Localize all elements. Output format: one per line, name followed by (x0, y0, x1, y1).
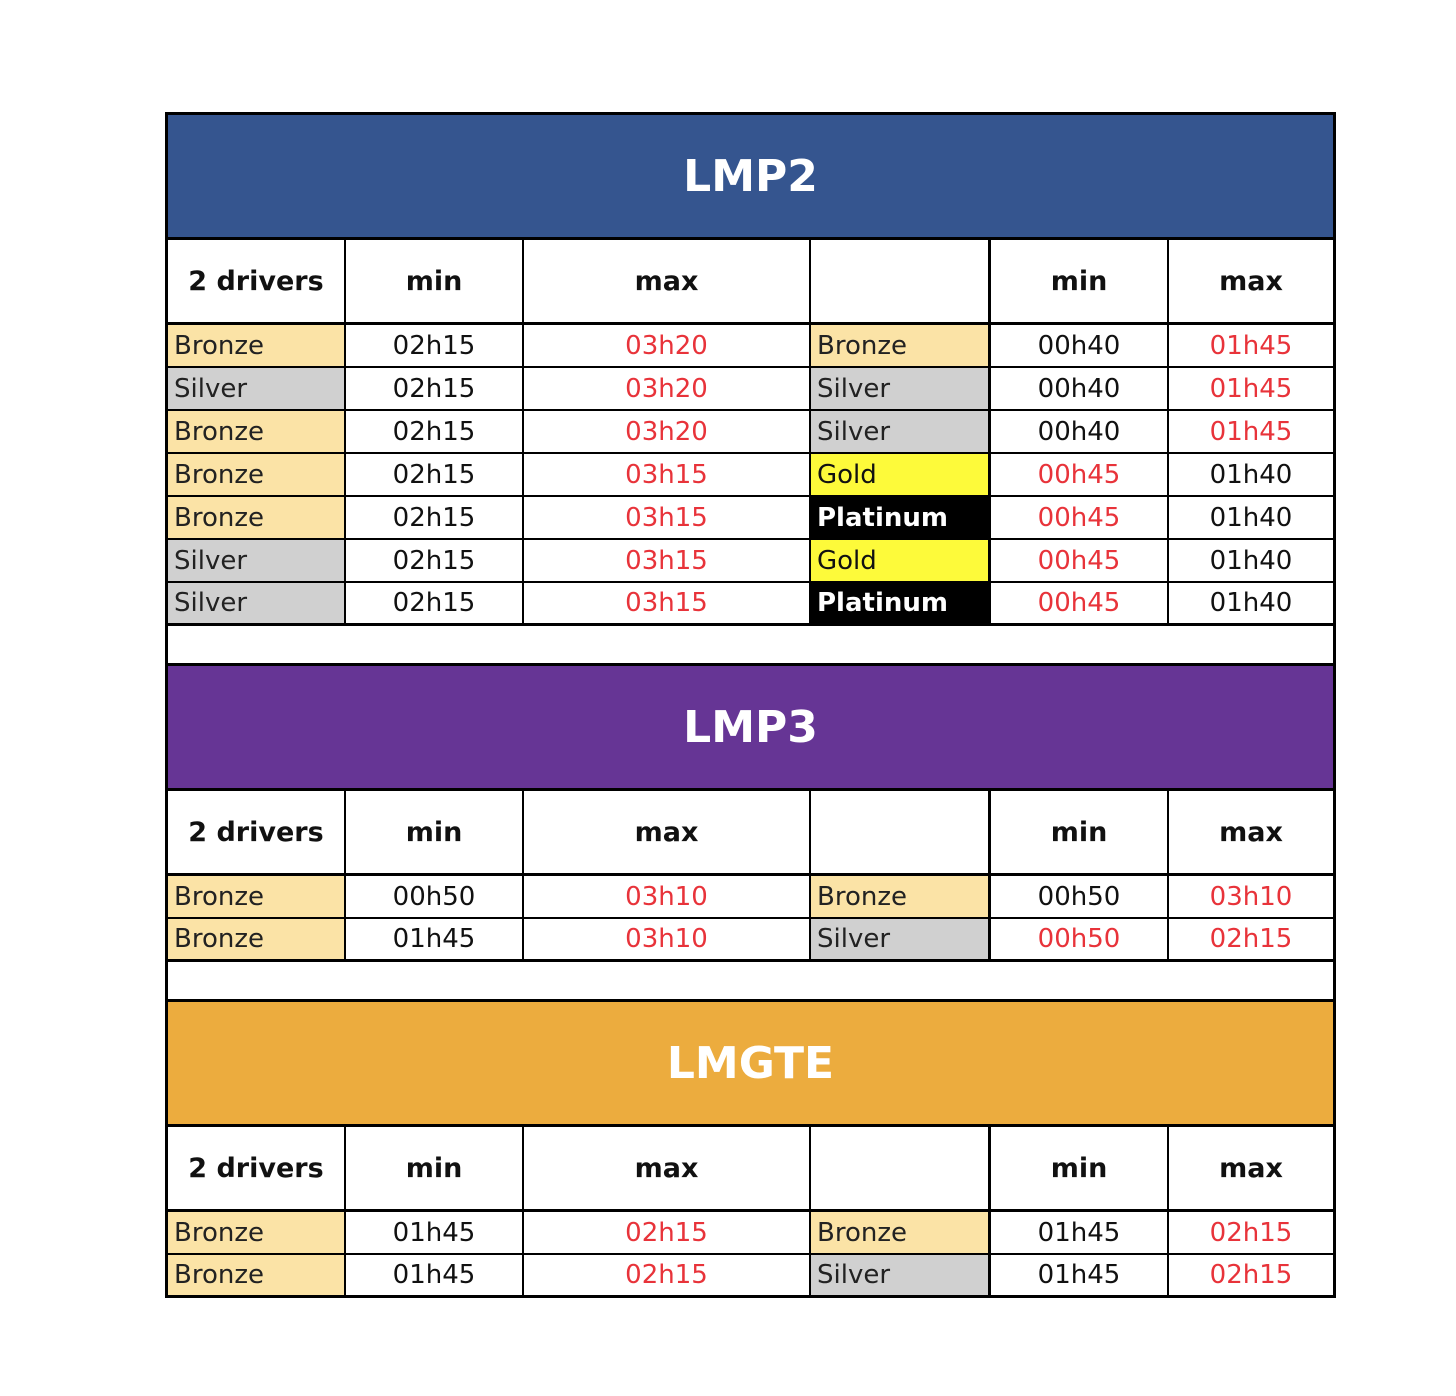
column-header: 2 drivers (168, 791, 346, 873)
driver-category-cell: Silver (168, 540, 346, 581)
column-header: max (524, 240, 811, 322)
min-time-cell: 00h40 (991, 368, 1169, 409)
column-header: 2 drivers (168, 240, 346, 322)
column-header: min (991, 1127, 1169, 1209)
driver-category-cell: Bronze (811, 1212, 991, 1253)
max-time-cell: 03h10 (1209, 881, 1293, 912)
max-time-cell: 01h40 (1209, 502, 1293, 533)
min-time-cell: 02h15 (346, 325, 524, 366)
table-row (168, 325, 1333, 368)
driver-category-cell: Bronze (168, 1255, 346, 1295)
driving-time-table (165, 112, 1336, 1298)
section-spacer (168, 626, 1333, 666)
min-time-cell: 01h45 (346, 1212, 524, 1253)
max-time-cell: 01h45 (1209, 330, 1293, 361)
min-time-cell: 00h50 (346, 876, 524, 917)
column-header: max (1219, 1152, 1283, 1184)
column-header: min (991, 791, 1169, 873)
header-row (168, 240, 1333, 325)
max-time-cell: 02h15 (524, 1255, 811, 1295)
min-time-cell: 00h45 (991, 497, 1169, 538)
max-time-cell: 03h15 (524, 454, 811, 495)
driver-category-cell: Platinum (811, 583, 991, 623)
min-time-cell: 00h40 (991, 411, 1169, 452)
min-time-cell: 01h45 (991, 1255, 1169, 1295)
min-time-cell: 02h15 (346, 411, 524, 452)
max-time-cell: 02h15 (524, 1212, 811, 1253)
column-header (811, 1127, 991, 1209)
min-time-cell: 01h45 (346, 919, 524, 959)
max-time-cell: 01h40 (1209, 459, 1293, 490)
driver-category-cell: Silver (811, 919, 991, 959)
column-header: max (524, 791, 811, 873)
driver-category-cell: Bronze (168, 497, 346, 538)
table-row (168, 1212, 1333, 1255)
driver-category-cell: Gold (811, 540, 991, 581)
driver-category-cell: Silver (168, 368, 346, 409)
driver-category-cell: Bronze (168, 454, 346, 495)
max-time-cell: 01h40 (1209, 588, 1293, 618)
column-header: 2 drivers (168, 1127, 346, 1209)
column-header: min (346, 1127, 524, 1209)
header-row (168, 791, 1333, 876)
min-time-cell: 01h45 (346, 1255, 524, 1295)
driver-category-cell: Silver (811, 1255, 991, 1295)
max-time-cell: 03h20 (524, 411, 811, 452)
section-spacer (168, 962, 1333, 1002)
max-time-cell: 03h15 (524, 540, 811, 581)
max-time-cell: 02h15 (1209, 1260, 1293, 1290)
column-header: max (1219, 816, 1283, 848)
min-time-cell: 02h15 (346, 583, 524, 623)
max-time-cell: 03h20 (524, 368, 811, 409)
table-row (168, 368, 1333, 411)
column-header: min (346, 791, 524, 873)
column-header: min (991, 240, 1169, 322)
min-time-cell: 00h40 (991, 325, 1169, 366)
max-time-cell: 02h15 (1209, 1217, 1293, 1248)
max-time-cell: 01h45 (1209, 373, 1293, 404)
max-time-cell: 03h10 (524, 919, 811, 959)
max-time-cell: 03h20 (524, 325, 811, 366)
driver-category-cell: Bronze (811, 876, 991, 917)
driver-category-cell: Bronze (168, 411, 346, 452)
column-header: min (346, 240, 524, 322)
table-row (168, 876, 1333, 919)
column-header (811, 240, 991, 322)
driver-category-cell: Bronze (811, 325, 991, 366)
driver-category-cell: Gold (811, 454, 991, 495)
min-time-cell: 00h50 (991, 919, 1169, 959)
max-time-cell: 03h10 (524, 876, 811, 917)
min-time-cell: 01h45 (991, 1212, 1169, 1253)
max-time-cell: 03h15 (524, 583, 811, 623)
section-title-lmp2: LMP2 (168, 115, 1333, 240)
driver-category-cell: Silver (811, 411, 991, 452)
table-row (168, 919, 1333, 962)
column-header: max (524, 1127, 811, 1209)
column-header: max (1219, 265, 1283, 297)
min-time-cell: 00h45 (991, 540, 1169, 581)
max-time-cell: 01h45 (1209, 416, 1293, 447)
driver-category-cell: Bronze (168, 919, 346, 959)
min-time-cell: 00h45 (991, 454, 1169, 495)
min-time-cell: 02h15 (346, 497, 524, 538)
min-time-cell: 02h15 (346, 454, 524, 495)
max-time-cell: 01h40 (1209, 545, 1293, 576)
section-title-lmgte: LMGTE (168, 1002, 1333, 1127)
table-row (168, 411, 1333, 454)
min-time-cell: 00h50 (991, 876, 1169, 917)
min-time-cell: 02h15 (346, 368, 524, 409)
column-header (811, 791, 991, 873)
driver-category-cell: Bronze (168, 325, 346, 366)
table-row (168, 454, 1333, 497)
min-time-cell: 00h45 (991, 583, 1169, 623)
table-row (168, 1255, 1333, 1298)
table-row (168, 497, 1333, 540)
driver-category-cell: Platinum (811, 497, 991, 538)
driver-category-cell: Silver (168, 583, 346, 623)
max-time-cell: 03h15 (524, 497, 811, 538)
section-title-lmp3: LMP3 (168, 666, 1333, 791)
driver-category-cell: Bronze (168, 876, 346, 917)
header-row (168, 1127, 1333, 1212)
max-time-cell: 02h15 (1209, 924, 1293, 954)
min-time-cell: 02h15 (346, 540, 524, 581)
table-row (168, 583, 1333, 626)
driver-category-cell: Bronze (168, 1212, 346, 1253)
table-row (168, 540, 1333, 583)
driver-category-cell: Silver (811, 368, 991, 409)
